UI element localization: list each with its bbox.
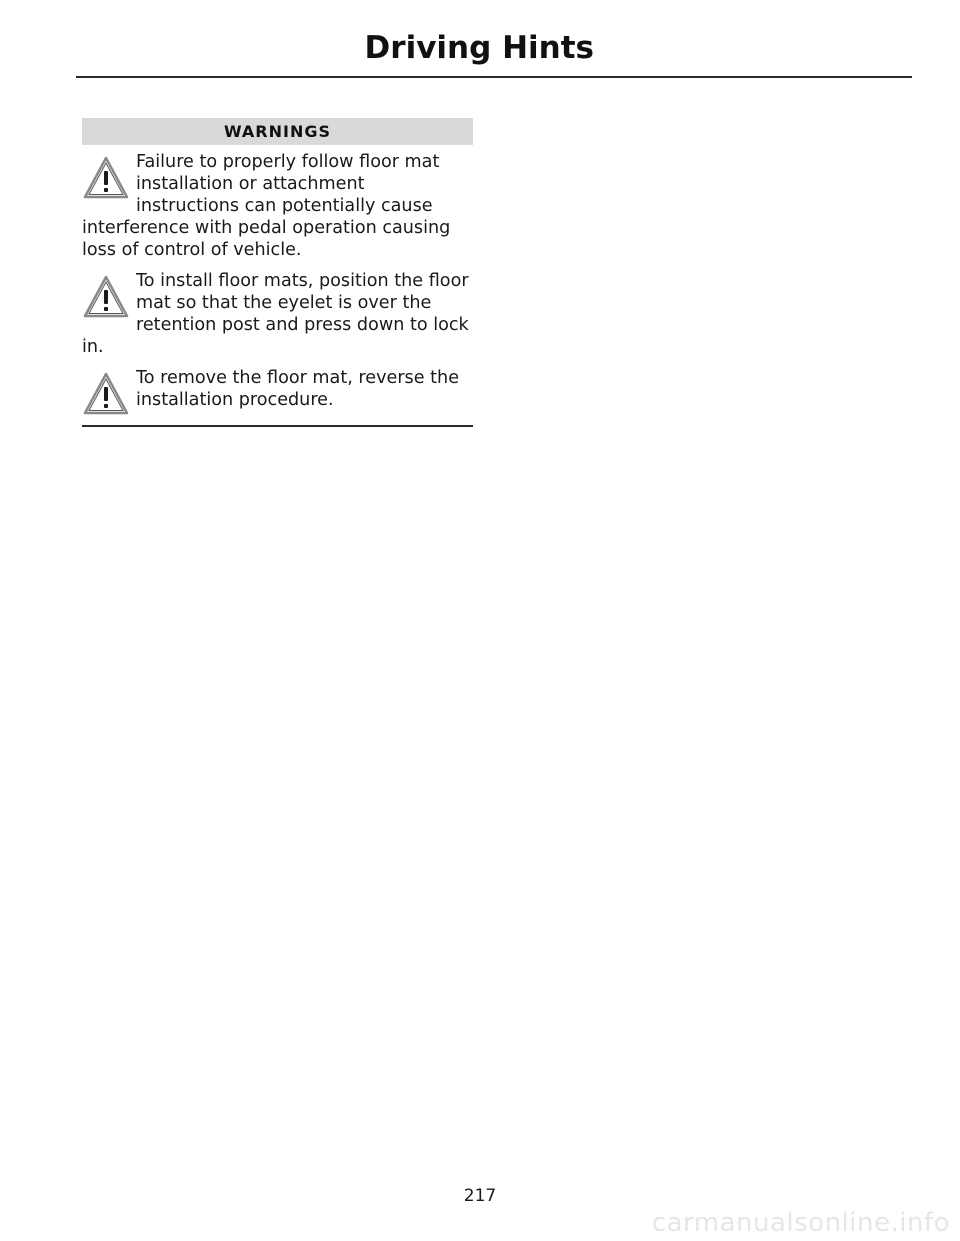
warning-triangle-icon — [82, 371, 130, 417]
warning-text: To install floor mats, position the floor mat so that the eyelet is over the retention post and press down to lock in. — [82, 271, 469, 357]
watermark: carmanualsonline.info — [651, 1208, 950, 1238]
warning-triangle-icon — [82, 274, 130, 320]
warning-item — [82, 270, 473, 358]
warning-text: Failure to properly follow floor mat installation or attachment instructions can potentially cause interference with pedal operation causing loss of control of vehicle. — [82, 152, 451, 260]
header-divider — [76, 76, 912, 78]
warnings-bottom-divider — [82, 425, 473, 427]
warnings-heading: WARNINGS — [82, 118, 473, 145]
warnings-box — [82, 118, 473, 427]
page-number: 217 — [463, 1186, 497, 1206]
warning-text: To remove the floor mat, reverse the installation procedure. — [136, 368, 460, 410]
page-title: Driving Hints — [364, 30, 594, 66]
warning-triangle-icon — [82, 155, 130, 201]
warning-item — [82, 151, 473, 261]
warning-item — [82, 367, 473, 417]
